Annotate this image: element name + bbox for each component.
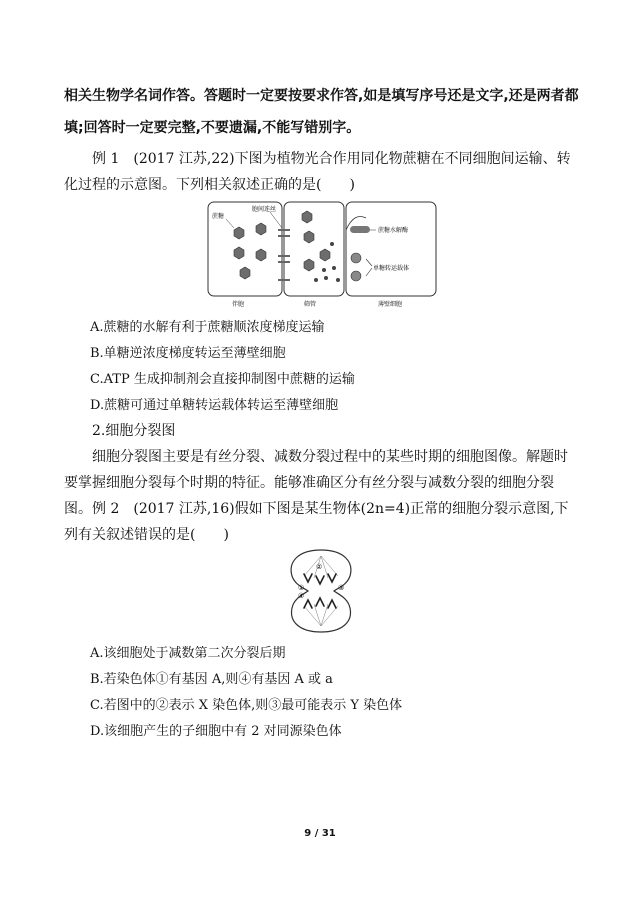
monosaccharide-dots [314, 242, 340, 282]
parenchyma-cell-outline [346, 202, 436, 296]
label-monosaccharide-transporter: 单糖转运载体 [373, 265, 410, 272]
example2-stem: 例 2 (2017 江苏,16)假如下图是某生物体(2n=4)正常的细胞分裂示意图,下列有关叙述错误的是( ) [64, 501, 569, 543]
example2-option-a: A.该细胞处于减数第二次分裂后期 [90, 646, 286, 661]
label-chromosome-3: ③ [338, 584, 345, 592]
example1-option-b: B.单糖逆浓度梯度转运至薄壁细胞 [90, 346, 286, 361]
label-chromosome-2: ② [316, 563, 323, 571]
label-sieve-tube: 筛管 [304, 301, 317, 308]
label-chromosome-4: ④ [298, 592, 305, 600]
page-number: 9 / 31 [304, 828, 336, 839]
label-chromosome-1: ① [298, 584, 305, 592]
section2-body: 细胞分裂图主要是有丝分裂、减数分裂过程中的某些时期的细胞图像。解题时要掌握细胞分裂每个时期的特征。能够准确区分有丝分裂与减数分裂的细胞分裂图。 [64, 449, 568, 517]
invertase-enzyme [350, 226, 370, 233]
example1-option-d: D.蔗糖可通过单糖转运载体转运至薄壁细胞 [90, 398, 339, 413]
example1-stem: 例 1 (2017 江苏,22)下图为植物光合作用同化物蔗糖在不同细胞间运输、转化过程的示意图。下列相关叙述正确的是( ) [64, 151, 571, 193]
label-sucrose: 蔗糖 [212, 213, 225, 220]
example2-option-b: B.若染色体①有基因 A,则④有基因 A 或 a [90, 672, 333, 687]
cell-division-figure [286, 548, 356, 634]
example1-option-a: A.蔗糖的水解有利于蔗糖顺浓度梯度运输 [90, 320, 325, 335]
section2-heading: 2.细胞分裂图 [92, 423, 176, 439]
example1-option-c: C.ATP 生成抑制剂会直接抑制图中蔗糖的运输 [90, 372, 355, 387]
label-parenchyma: 薄壁细胞 [378, 301, 403, 308]
label-companion-cell: 伴胞 [232, 301, 245, 308]
transporter-carriers [351, 253, 361, 281]
example2-option-c: C.若图中的②表示 X 染色体,则③最可能表示 Y 染色体 [90, 698, 403, 713]
sucrose-transport-figure [206, 200, 438, 310]
sieve-tube-outline [284, 202, 344, 296]
intro-paragraph: 相关生物学名词作答。答题时一定要按要求作答,如是填写序号还是文字,还是两者都填;回答时一定要完整,不要遗漏,不能写错别字。 [64, 88, 579, 136]
label-plasmodesma: 胞间连丝 [252, 206, 277, 213]
example2-option-d: D.该细胞产生的子细胞中有 2 对同源染色体 [90, 724, 342, 739]
label-invertase: 蔗糖水解酶 [378, 227, 409, 234]
